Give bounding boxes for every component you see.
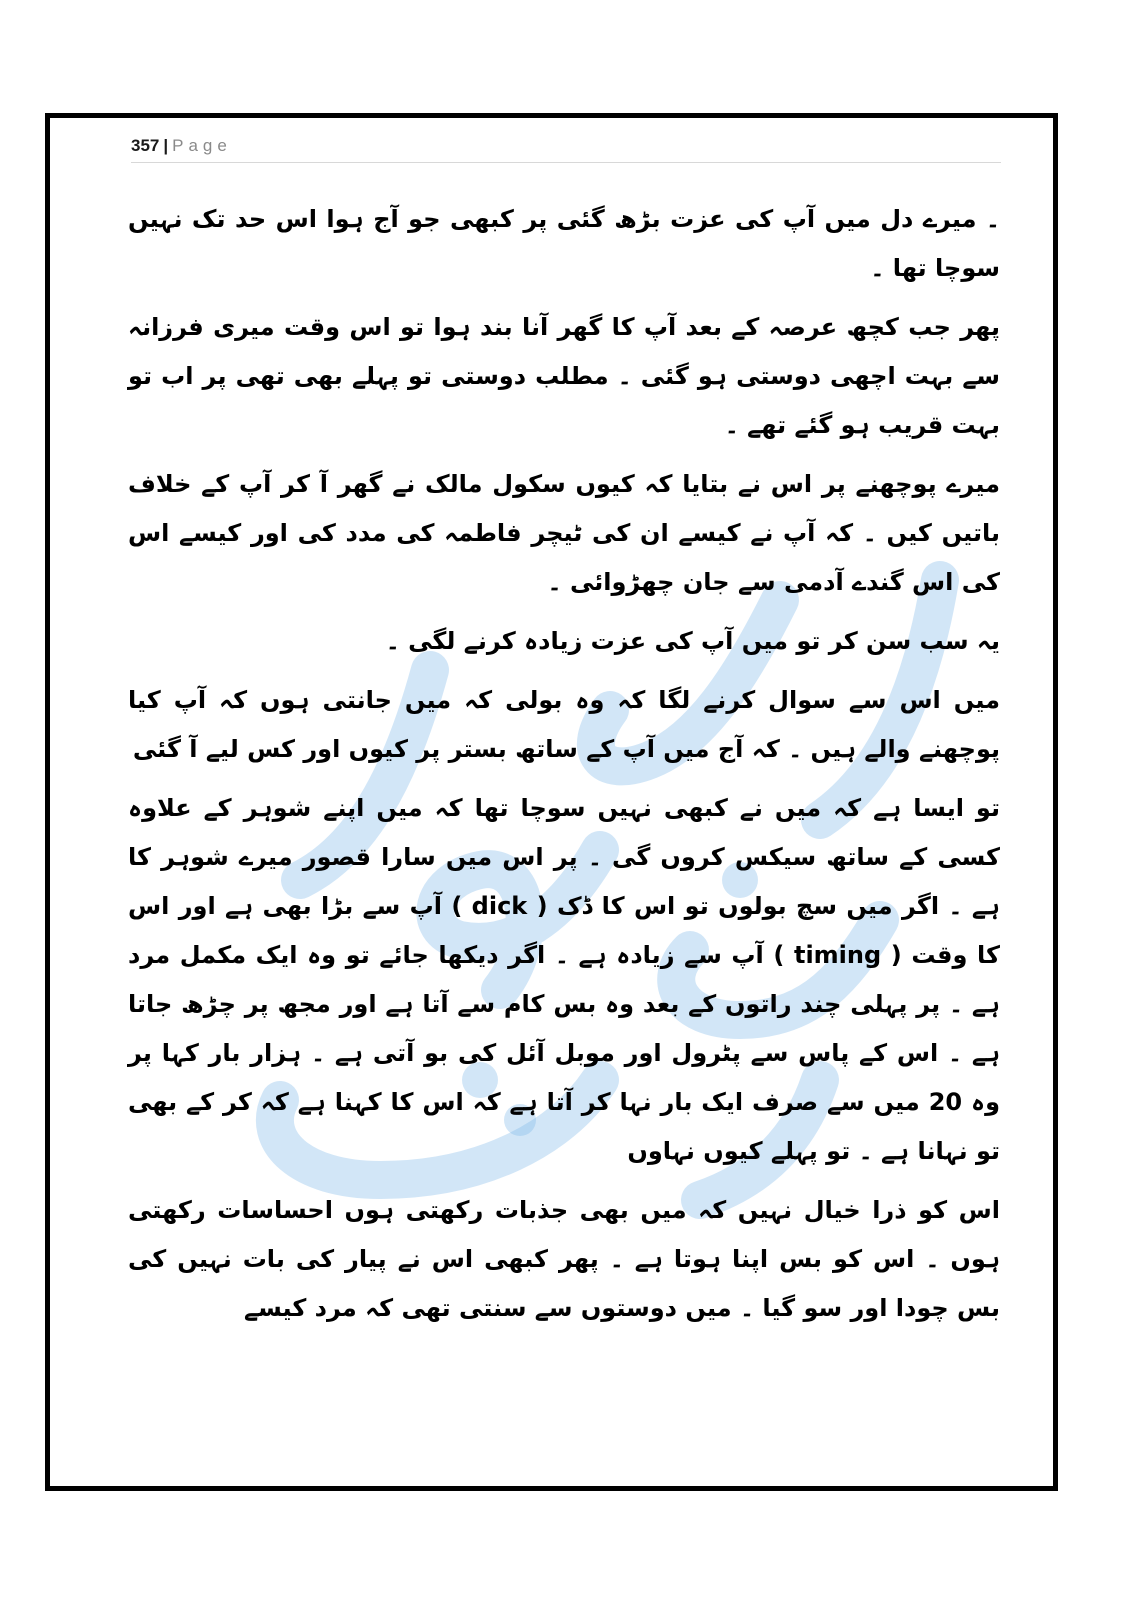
paragraph-4: یہ سب سن کر تو میں آپ کی عزت زیادہ کرنے لگی ۔ xyxy=(385,627,1000,655)
paragraph-5: میں اس سے سوال کرنے لگا کہ وہ بولی کہ میں جانتی ہوں کہ آپ کیا پوچھنے والے ہیں ۔ کہ آج میں آپ کے ساتھ بستر پر کیوں اور کس لیے آ گئی xyxy=(128,686,1000,763)
paragraph-3: میرے پوچھنے پر اس نے بتایا کہ کیوں سکول مالک نے گھر آ کر آپ کے خلاف باتیں کیں ۔ کہ آپ نے کیسے ان کی ٹیچر فاطمہ کی مدد کی اور کیسے اس کی اس گندے آدمی سے جان چھڑوائی ۔ xyxy=(128,470,1000,596)
paragraph-1: ۔ میرے دل میں آپ کی عزت بڑھ گئی پر کبھی جو آج ہوا اس حد تک نہیں سوچا تھا ۔ xyxy=(128,205,1000,282)
paragraph-2: پھر جب کچھ عرصہ کے بعد آپ کا گھر آنا بند ہوا تو اس وقت میری فرزانہ سے بہت اچھی دوستی ہو گئی ۔ مطلب دوستی تو پہلے بھی تھی پر اب تو بہت قریب ہو گئے تھے ۔ xyxy=(128,313,1000,439)
page-label: Page xyxy=(172,136,232,155)
page-header xyxy=(131,136,1001,163)
page-number: 357 xyxy=(131,136,160,155)
paragraph-6: تو ایسا ہے کہ میں نے کبھی نہیں سوچا تھا کہ میں اپنے شوہر کے علاوہ کسی کے ساتھ سیکس کروں گی ۔ پر اس میں سارا قصور میرے شوہر کا ہے ۔ اگر میں سچ بولوں تو اس کا ڈک ( dick ) آپ سے بڑا بھی ہے اور اس کا وقت ( timing ) آپ سے زیادہ ہے ۔ اگر دیکھا جائے تو وہ ایک مکمل مرد ہے ۔ پر پہلی چند راتوں کے بعد وہ بس کام سے آتا ہے اور مجھ پر چڑھ جاتا ہے ۔ اس کے پاس سے پٹرول اور موبل آئل کی بو آتی ہے ۔ ہزار بار کہا پر وہ 20 میں سے صرف ایک بار نہا کر آتا ہے کہ اس کا کہنا ہے کہ کر کے بھی تو نہانا ہے ۔ تو پہلے کیوں نہاوں xyxy=(128,794,1001,1165)
page-body xyxy=(128,195,1000,1343)
paragraph-7: اس کو ذرا خیال نہیں کہ میں بھی جذبات رکھتی ہوں احساسات رکھتی ہوں ۔ اس کو بس اپنا ہوتا ہے ۔ پھر کبھی اس نے پیار کی بات نہیں کی بس چودا اور سو گیا ۔ میں دوستوں سے سنتی تھی کہ مرد کیسے xyxy=(128,1196,1001,1322)
page-separator: | xyxy=(163,136,169,155)
